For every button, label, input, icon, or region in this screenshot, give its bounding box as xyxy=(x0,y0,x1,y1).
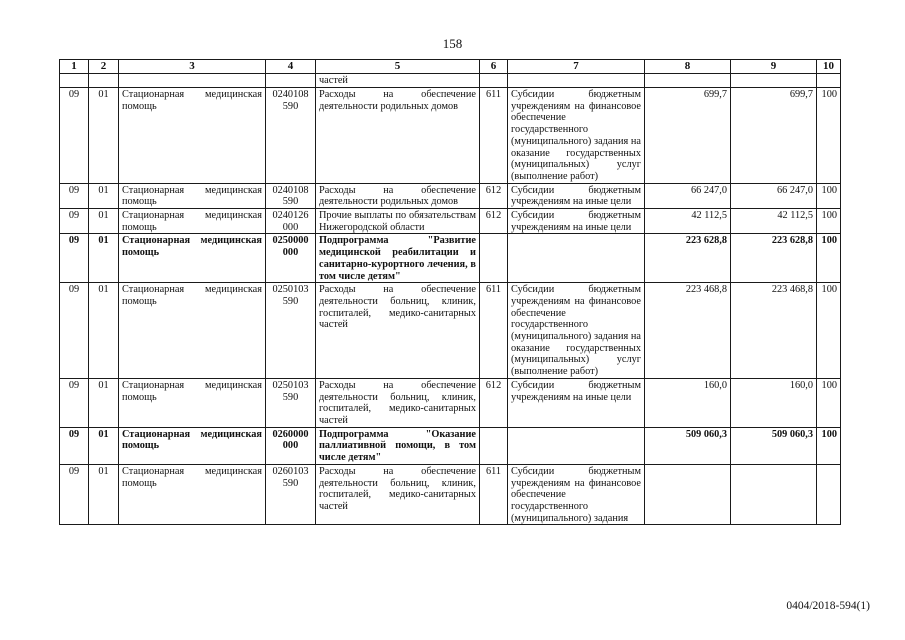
subsection-code: 01 xyxy=(89,209,119,234)
target-article-code: 0260103 590 xyxy=(266,464,316,525)
section-code: 09 xyxy=(60,378,89,427)
target-article-code: 0240126 000 xyxy=(266,209,316,234)
expense-type-name: Субсидии бюджетным учреждениям на финансовое обеспечение государственного (муниципального) задания на оказание государственных (муниципальных) услуг (выполнение работ) xyxy=(508,283,645,379)
expense-description: Подпрограмма "Развитие медицинской реабилитации и санитарно-курортного лечения, в том числе детям" xyxy=(316,234,480,283)
section-name: Стационарная медицинская помощь xyxy=(119,283,266,379)
section-name: Стационарная медицинская помощь xyxy=(119,464,266,525)
execution-percent: 100 xyxy=(817,209,841,234)
approved-amount: 66 247,0 xyxy=(645,183,731,208)
col-header-4: 4 xyxy=(266,60,316,74)
table-row xyxy=(60,378,841,427)
subsection-code: 01 xyxy=(89,88,119,184)
target-article-code: 0250103 590 xyxy=(266,378,316,427)
budget-table xyxy=(59,59,841,525)
approved-amount: 509 060,3 xyxy=(645,427,731,464)
target-article-code: 0240108 590 xyxy=(266,183,316,208)
approved-amount: 223 628,8 xyxy=(645,234,731,283)
expense-type-code xyxy=(480,234,508,283)
target-article-code: 0250000 000 xyxy=(266,234,316,283)
approved-amount: 42 112,5 xyxy=(645,209,731,234)
section-code: 09 xyxy=(60,427,89,464)
col-header-8: 8 xyxy=(645,60,731,74)
section-name: Стационарная медицинская помощь xyxy=(119,234,266,283)
execution-percent xyxy=(817,464,841,525)
table-row xyxy=(60,209,841,234)
section-code: 09 xyxy=(60,234,89,283)
section-name: Стационарная медицинская помощь xyxy=(119,209,266,234)
subtotal-row xyxy=(60,234,841,283)
expense-description: Расходы на обеспечение деятельности больниц, клиник, госпиталей, медико-санитарных частей xyxy=(316,283,480,379)
approved-amount: 699,7 xyxy=(645,88,731,184)
expense-description: Прочие выплаты по обязательствам Нижегородской области xyxy=(316,209,480,234)
approved-amount: 223 468,8 xyxy=(645,283,731,379)
expense-description: Расходы на обеспечение деятельности родильных домов xyxy=(316,88,480,184)
executed-amount: 42 112,5 xyxy=(731,209,817,234)
col-header-7: 7 xyxy=(508,60,645,74)
executed-amount: 66 247,0 xyxy=(731,183,817,208)
expense-description: Расходы на обеспечение деятельности родильных домов xyxy=(316,183,480,208)
expense-type-code: 612 xyxy=(480,209,508,234)
section-code: 09 xyxy=(60,283,89,379)
expense-type-code: 611 xyxy=(480,283,508,379)
execution-percent: 100 xyxy=(817,234,841,283)
executed-amount xyxy=(731,464,817,525)
col-header-9: 9 xyxy=(731,60,817,74)
header-row xyxy=(60,60,841,74)
expense-type-name: Субсидии бюджетным учреждениям на иные цели xyxy=(508,378,645,427)
execution-percent: 100 xyxy=(817,88,841,184)
expense-type-name: Субсидии бюджетным учреждениям на финансовое обеспечение государственного (муниципального) задания xyxy=(508,464,645,525)
expense-type-code: 611 xyxy=(480,88,508,184)
table-row xyxy=(60,464,841,525)
expense-description: Подпрограмма "Оказание паллиативной помощи, в том числе детям" xyxy=(316,427,480,464)
section-code: 09 xyxy=(60,183,89,208)
expense-type-name xyxy=(508,427,645,464)
expense-type-code xyxy=(480,427,508,464)
table-row xyxy=(60,88,841,184)
expense-description: Расходы на обеспечение деятельности больниц, клиник, госпиталей, медико-санитарных частей xyxy=(316,464,480,525)
expense-type-code: 612 xyxy=(480,378,508,427)
continuation-row xyxy=(60,74,841,88)
expense-type-name: Субсидии бюджетным учреждениям на иные цели xyxy=(508,209,645,234)
executed-amount: 223 628,8 xyxy=(731,234,817,283)
table-row xyxy=(60,283,841,379)
subsection-code: 01 xyxy=(89,283,119,379)
expense-type-name xyxy=(508,234,645,283)
subsection-code: 01 xyxy=(89,378,119,427)
section-code: 09 xyxy=(60,464,89,525)
col-header-5: 5 xyxy=(316,60,480,74)
expense-type-name: Субсидии бюджетным учреждениям на иные цели xyxy=(508,183,645,208)
executed-amount: 160,0 xyxy=(731,378,817,427)
expense-description: Расходы на обеспечение деятельности больниц, клиник, госпиталей, медико-санитарных частей xyxy=(316,378,480,427)
col-header-10: 10 xyxy=(817,60,841,74)
execution-percent: 100 xyxy=(817,427,841,464)
col-header-2: 2 xyxy=(89,60,119,74)
execution-percent: 100 xyxy=(817,378,841,427)
section-name: Стационарная медицинская помощь xyxy=(119,427,266,464)
section-name: Стационарная медицинская помощь xyxy=(119,183,266,208)
section-code: 09 xyxy=(60,209,89,234)
approved-amount xyxy=(645,464,731,525)
expense-type-code: 612 xyxy=(480,183,508,208)
expense-type-code: 611 xyxy=(480,464,508,525)
execution-percent: 100 xyxy=(817,183,841,208)
target-article-code: 0260000 000 xyxy=(266,427,316,464)
subtotal-row xyxy=(60,427,841,464)
page-number: 158 xyxy=(442,36,463,51)
table-row xyxy=(60,183,841,208)
subsection-code: 01 xyxy=(89,183,119,208)
target-article-code: 0240108 590 xyxy=(266,88,316,184)
expense-type-name: Субсидии бюджетным учреждениям на финансовое обеспечение государственного (муниципального) задания на оказание государственных (муниципальных) услуг (выполнение работ) xyxy=(508,88,645,184)
continuation-text: частей xyxy=(316,74,480,88)
document-id: 0404/2018-594(1) xyxy=(786,600,870,612)
col-header-3: 3 xyxy=(119,60,266,74)
section-name: Стационарная медицинская помощь xyxy=(119,378,266,427)
subsection-code: 01 xyxy=(89,234,119,283)
col-header-1: 1 xyxy=(60,60,89,74)
executed-amount: 699,7 xyxy=(731,88,817,184)
subsection-code: 01 xyxy=(89,427,119,464)
col-header-6: 6 xyxy=(480,60,508,74)
section-name: Стационарная медицинская помощь xyxy=(119,88,266,184)
target-article-code: 0250103 590 xyxy=(266,283,316,379)
executed-amount: 223 468,8 xyxy=(731,283,817,379)
subsection-code: 01 xyxy=(89,464,119,525)
approved-amount: 160,0 xyxy=(645,378,731,427)
section-code: 09 xyxy=(60,88,89,184)
executed-amount: 509 060,3 xyxy=(731,427,817,464)
execution-percent: 100 xyxy=(817,283,841,379)
